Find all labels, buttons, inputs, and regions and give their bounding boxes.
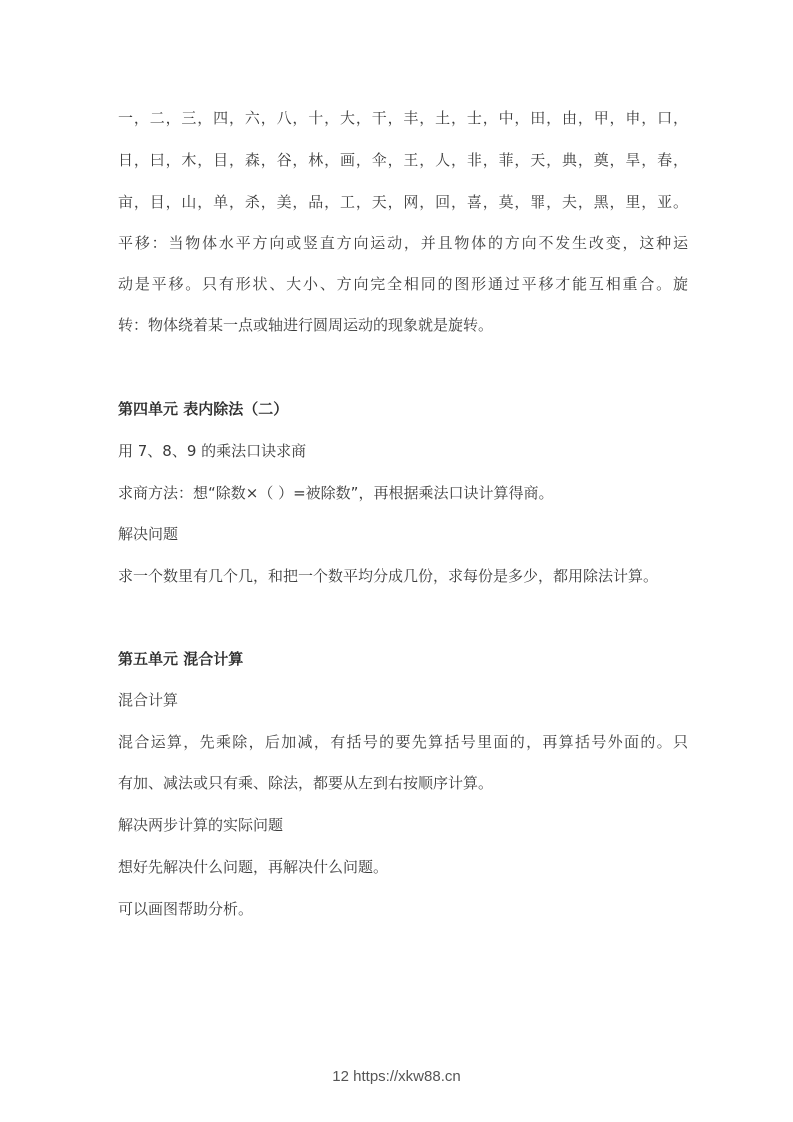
unit4-method: 求商方法：想“除数×（ ）=被除数”，再根据乘法口诀计算得商。 [118,484,554,502]
unit5-tip-2: 可以画图帮助分析。 [118,900,254,918]
unit5-tip-1: 想好先解决什么问题，再解决什么问题。 [118,858,389,876]
translation-definition-line-1: 平移：当物体水平方向或竖直方向运动，并且物体的方向不发生改变，这种运 [118,234,688,252]
symmetric-chars-line-1: 一，二，三，四，六，八，十，大，干，丰，土，士，中，田，由，甲，申，口， [118,109,688,127]
unit4-subtitle-quotient: 用 7、8、9 的乘法口诀求商 [118,442,307,460]
translation-definition-line-2: 动是平移。只有形状、大小、方向完全相同的图形通过平移才能互相重合。旋 [118,275,688,293]
symmetric-chars-line-3: 亩，目，山，单，杀，美，品，工，天，网，回，喜，莫，罪，夫，黑，里，亚。 [118,193,688,211]
unit5-rule-line-2: 有加、减法或只有乘、除法，都要从左到右按顺序计算。 [118,774,494,792]
unit5-heading: 第五单元 混合计算 [118,650,244,668]
page-footer: 12 https://xkw88.cn [332,1068,461,1085]
unit4-heading: 第四单元 表内除法（二） [118,400,289,418]
unit4-problem-text: 求一个数里有几个几，和把一个数平均分成几份，求每份是多少，都用除法计算。 [118,567,659,585]
symmetric-chars-line-2: 日，曰，木，目，森，谷，林，画，伞，王，人，非，菲，天，典，奠，旱，春， [118,151,688,169]
unit5-subtitle-two-step: 解决两步计算的实际问题 [118,816,284,834]
unit5-subtitle-mixed: 混合计算 [118,691,179,709]
unit5-rule-line-1: 混合运算，先乘除，后加减，有括号的要先算括号里面的，再算括号外面的。只 [118,733,688,751]
rotation-definition: 转：物体绕着某一点或轴进行圆周运动的现象就是旋转。 [118,316,494,334]
unit4-subtitle-problems: 解决问题 [118,525,179,543]
